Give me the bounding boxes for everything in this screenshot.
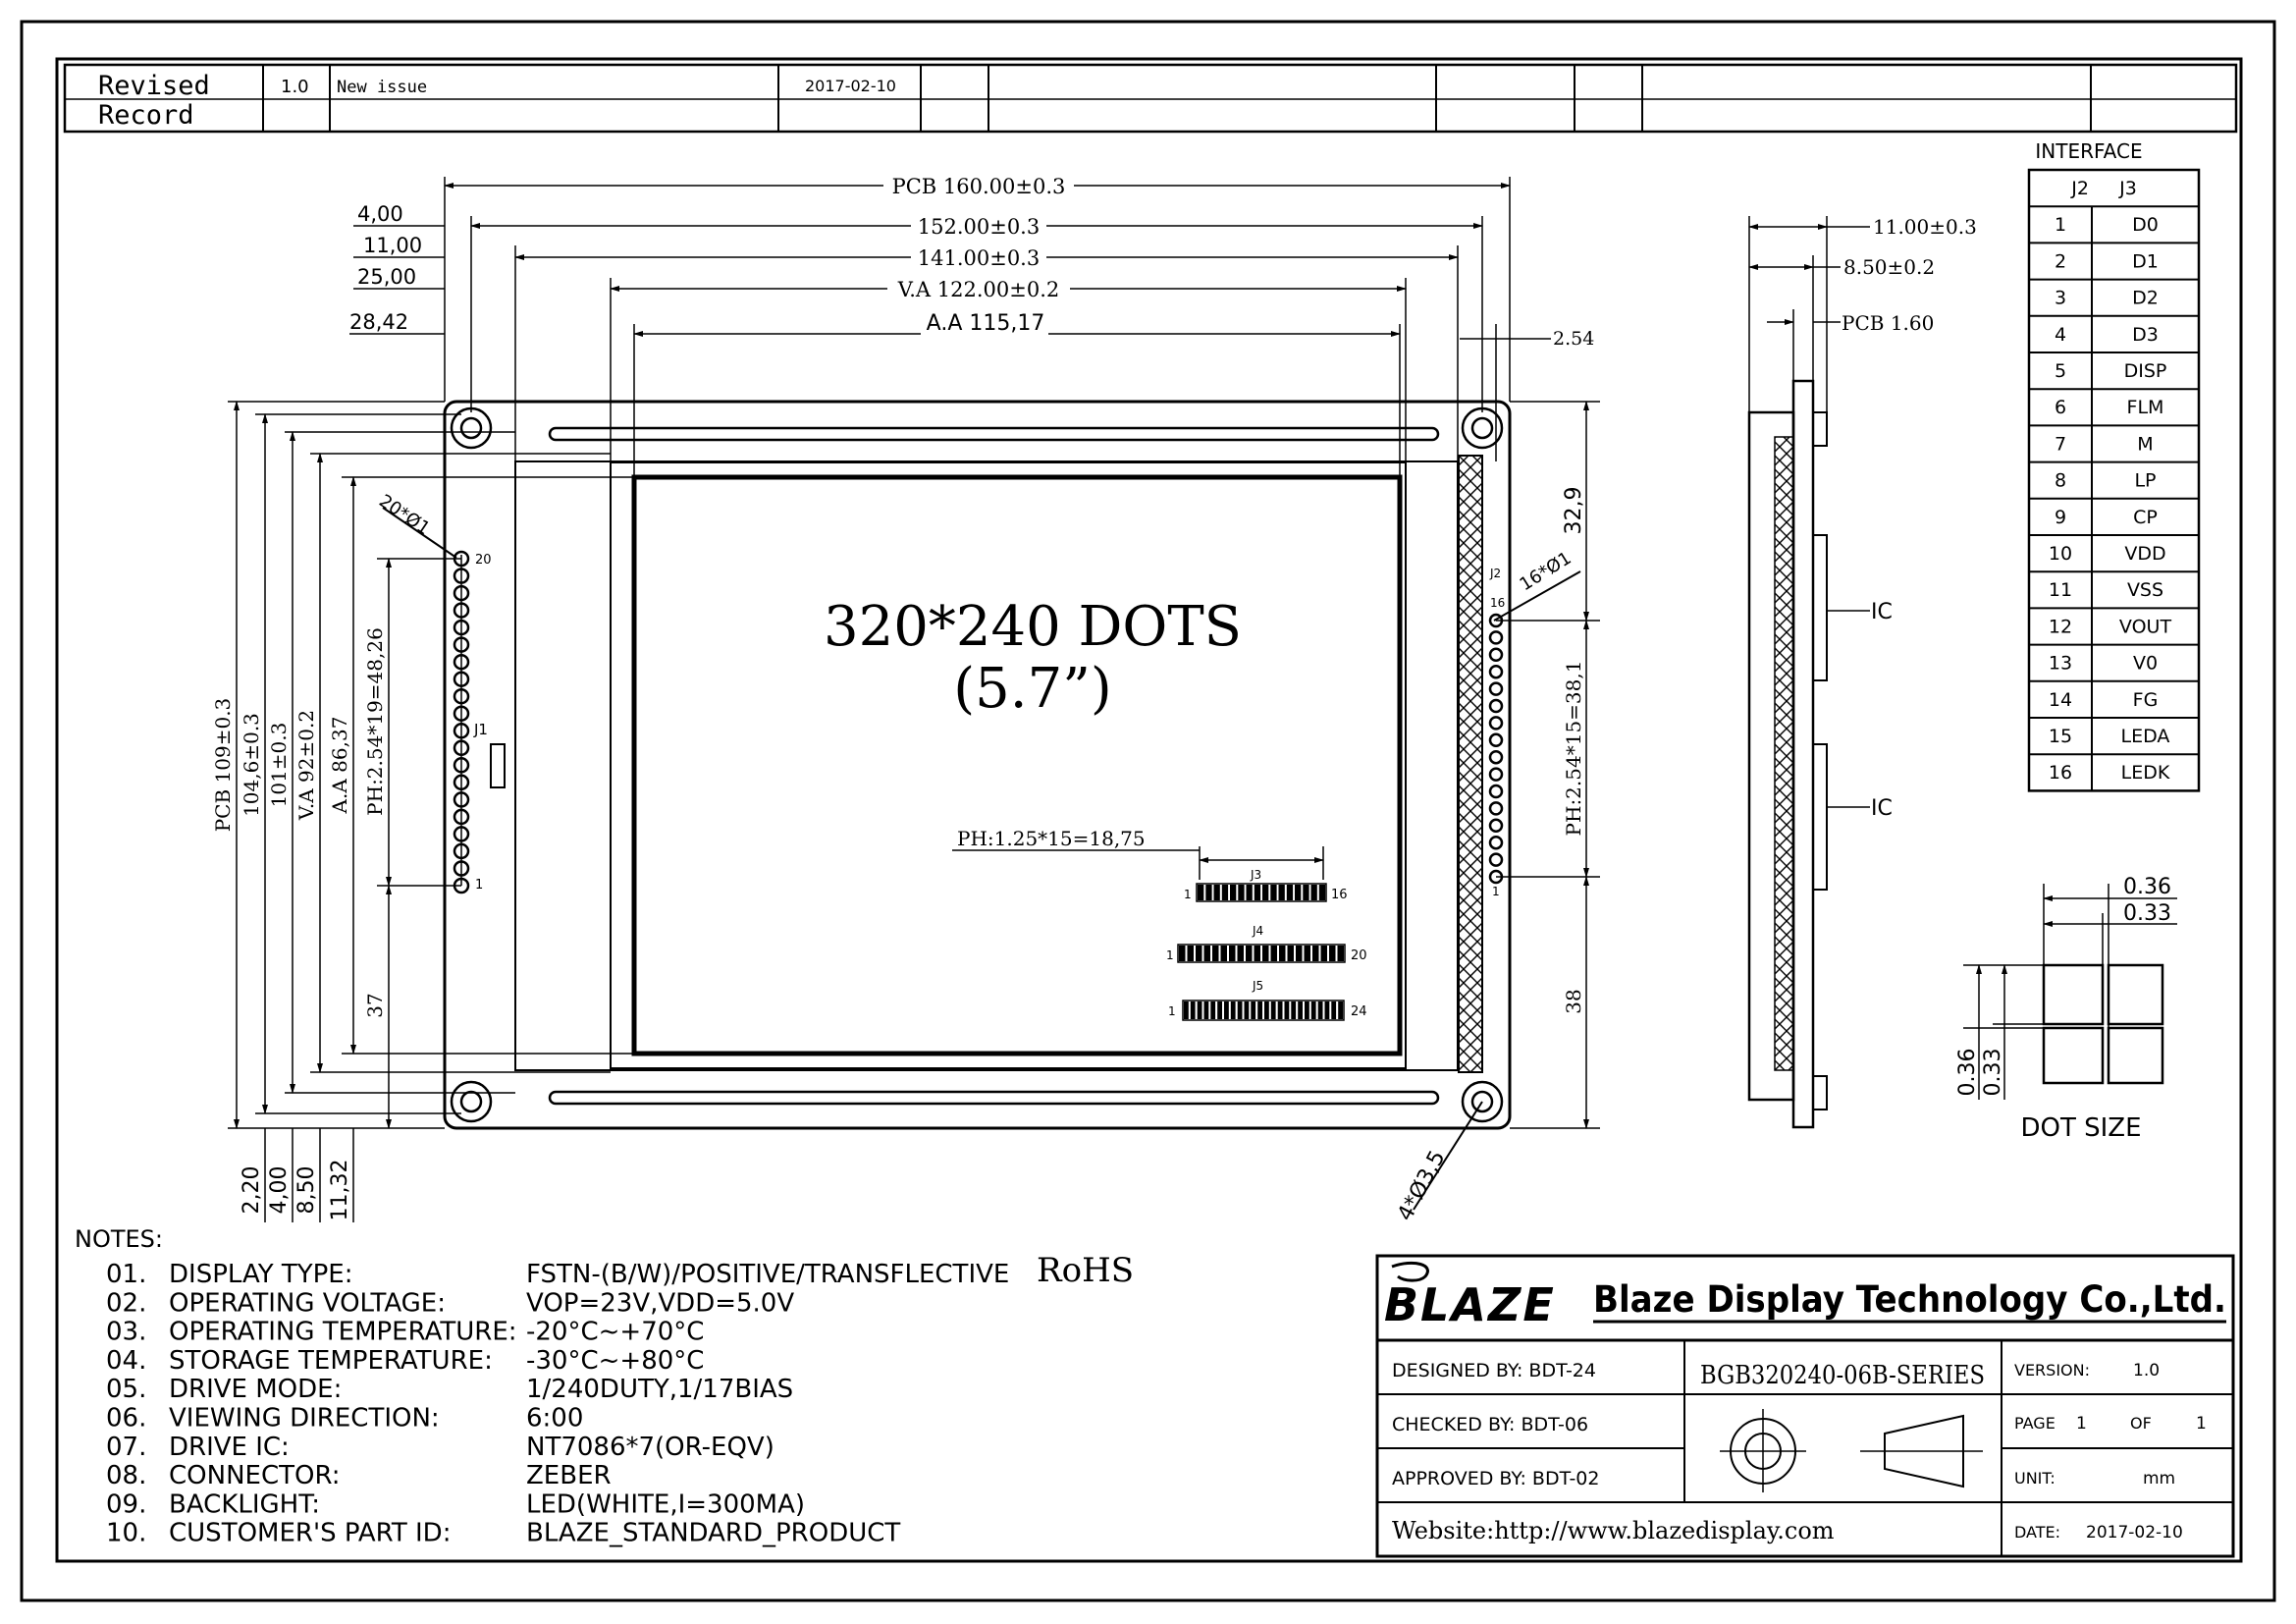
dim-right-top: 32,9	[1562, 486, 1586, 535]
version-label: VERSION:	[2014, 1361, 2090, 1380]
j3-pin	[1255, 885, 1260, 900]
dim-pin-gap: 2.54	[1553, 328, 1595, 350]
interface-pin-number: 15	[2048, 726, 2073, 747]
dim-right-bottom: 38	[1562, 989, 1585, 1014]
side-dim-pcb: PCB 1.60	[1842, 311, 1935, 335]
connector-j4	[1166, 924, 1367, 963]
j4-pin	[1229, 946, 1236, 961]
note-label: CUSTOMER'S PART ID:	[169, 1518, 452, 1548]
dim-offset-25: 25,00	[357, 265, 417, 289]
page-label: PAGE	[2014, 1414, 2056, 1433]
j5-pin	[1338, 1001, 1343, 1019]
j2-pin	[1490, 802, 1502, 814]
side-ic-1	[1813, 535, 1827, 680]
dim-aa-height: A.A 86,37	[328, 716, 351, 814]
interface-table	[2029, 139, 2199, 790]
j5-pin	[1204, 1001, 1209, 1019]
projection-symbol	[1720, 1409, 1983, 1492]
j4-pin	[1338, 946, 1345, 961]
j5-pin-first: 1	[1168, 1004, 1176, 1018]
company-name: Blaze Display Technology Co.,Ltd.	[1593, 1278, 2226, 1321]
j5-pin	[1251, 1001, 1255, 1019]
j3-pin	[1270, 885, 1276, 900]
j5-pin	[1245, 1001, 1250, 1019]
j4-pin	[1296, 946, 1303, 961]
j5-pin	[1271, 1001, 1276, 1019]
j4-pin	[1196, 946, 1202, 961]
interface-pin-number: 4	[2054, 323, 2067, 346]
screen-size-label: (5.7”)	[953, 657, 1112, 721]
interface-pin-signal: VDD	[2124, 543, 2166, 565]
note-value: -30°C~+80°C	[526, 1345, 705, 1376]
interface-pin-signal: FG	[2132, 688, 2159, 711]
approved-by: APPROVED BY: BDT-02	[1392, 1468, 1600, 1489]
dim-pcb-height: PCB 109±0.3	[211, 697, 235, 833]
side-view	[1749, 215, 1977, 1127]
interface-pin-number: 10	[2048, 543, 2073, 565]
j2-pin	[1490, 700, 1502, 712]
note-value: NT7086*7(OR-EQV)	[526, 1432, 774, 1462]
note-number: 05.	[106, 1375, 147, 1405]
interface-pin-signal: LEDK	[2120, 762, 2170, 785]
pcb-outline	[445, 402, 1510, 1128]
note-label: DRIVE IC:	[169, 1432, 290, 1462]
interface-pin-number: 12	[2048, 616, 2073, 638]
dot-height: 0.33	[1981, 1048, 2005, 1097]
dim-bezel-height: 101±0.3	[267, 722, 291, 808]
note-number: 02.	[106, 1288, 147, 1319]
dim-bottom-offset-1: 2,20	[240, 1165, 264, 1215]
j5-pin	[1184, 1001, 1189, 1019]
j2-pin	[1490, 683, 1502, 695]
j2-pin	[1490, 854, 1502, 866]
j4-pin	[1305, 946, 1311, 961]
dim-j1-pitch: PH:2.54*19=48,26	[363, 627, 387, 816]
version-value: 1.0	[2133, 1361, 2161, 1380]
dot-size-title: DOT SIZE	[2020, 1113, 2142, 1143]
note-number: 07.	[106, 1432, 147, 1462]
interface-pin-number: 7	[2054, 433, 2067, 456]
note-number: 08.	[106, 1461, 147, 1491]
j4-pin	[1255, 946, 1261, 961]
interface-pin-signal: D1	[2132, 250, 2159, 273]
note-number: 04.	[106, 1345, 147, 1376]
interface-pin-signal: VSS	[2126, 579, 2164, 602]
j2-pin	[1490, 734, 1502, 746]
j4-pin	[1221, 946, 1228, 961]
interface-pin-number: 5	[2054, 360, 2067, 382]
j2-pin	[1490, 649, 1502, 661]
j4-pin	[1188, 946, 1195, 961]
dim-offset-28: 28,42	[349, 310, 409, 334]
j4-pin	[1312, 946, 1319, 961]
note-label: VIEWING DIRECTION:	[169, 1403, 440, 1434]
j5-pin	[1285, 1001, 1290, 1019]
j3-pin	[1198, 885, 1203, 900]
interface-pin-signal: FLM	[2126, 397, 2164, 419]
dot-width: 0.33	[2123, 901, 2171, 926]
interface-pin-number: 2	[2054, 250, 2067, 273]
interface-pin-signal: VOUT	[2118, 616, 2172, 638]
mount-holes-label: 4*Ø3,5	[1393, 1146, 1451, 1225]
j3-pin	[1214, 885, 1220, 900]
of-label: OF	[2130, 1414, 2152, 1433]
note-label: STORAGE TEMPERATURE:	[169, 1345, 493, 1376]
note-label: DRIVE MODE:	[169, 1375, 343, 1405]
interface-pin-number: 1	[2054, 214, 2067, 237]
j3-pin	[1222, 885, 1228, 900]
front-view	[211, 173, 1600, 1225]
j2-pin	[1490, 820, 1502, 832]
j5-pin	[1238, 1001, 1243, 1019]
j4-pin	[1279, 946, 1286, 961]
j4-pin	[1288, 946, 1295, 961]
j2-pin	[1490, 769, 1502, 781]
j5-pin	[1318, 1001, 1323, 1019]
revision-table	[65, 65, 2236, 132]
dim-j1-offset: 37	[363, 993, 387, 1018]
note-value: FSTN-(B/W)/POSITIVE/TRANSFLECTIVE	[526, 1260, 1010, 1289]
interface-pin-number: 13	[2048, 652, 2073, 675]
dim-va-width: V.A 122.00±0.2	[897, 278, 1060, 301]
note-label: OPERATING TEMPERATURE:	[169, 1317, 517, 1347]
notes-title: NOTES:	[75, 1225, 163, 1253]
j5-pin	[1217, 1001, 1222, 1019]
j3-pin	[1247, 885, 1253, 900]
rohs-mark: RoHS	[1037, 1251, 1135, 1290]
note-value: ZEBER	[526, 1461, 612, 1491]
j5-pin	[1198, 1001, 1202, 1019]
interface-pin-number: 8	[2054, 469, 2067, 492]
j4-pin	[1238, 946, 1245, 961]
title-block	[1377, 1256, 2233, 1556]
j2-pin	[1490, 631, 1502, 643]
unit-value: mm	[2143, 1469, 2176, 1489]
dim-va-height: V.A 92±0.2	[294, 709, 318, 821]
j5-pin	[1291, 1001, 1296, 1019]
side-dim-module: 8.50±0.2	[1843, 255, 1936, 279]
dim-offset-4: 4,00	[357, 202, 403, 226]
revision-label-line2: Record	[98, 100, 194, 131]
pages-value: 1	[2196, 1414, 2207, 1434]
j5-pin	[1311, 1001, 1316, 1019]
note-value: -20°C~+70°C	[526, 1317, 705, 1347]
j4-pin	[1179, 946, 1186, 961]
side-ic-label-2: IC	[1871, 796, 1893, 821]
notes	[75, 1225, 1134, 1548]
j3-pin	[1262, 885, 1268, 900]
note-label: CONNECTOR:	[169, 1461, 341, 1491]
dot-height-pitch: 0.36	[1955, 1048, 1980, 1097]
interface-pin-number: 6	[2054, 397, 2067, 419]
checked-by: CHECKED BY: BDT-06	[1392, 1414, 1589, 1435]
side-pcb	[1793, 381, 1813, 1127]
note-value: VOP=23V,VDD=5.0V	[526, 1288, 795, 1319]
date-label: DATE:	[2014, 1523, 2061, 1542]
interface-pin-signal: D0	[2132, 214, 2159, 237]
note-number: 09.	[106, 1489, 147, 1520]
j5-pin	[1224, 1001, 1229, 1019]
j3-pin	[1279, 885, 1285, 900]
j3-pin	[1238, 885, 1244, 900]
dot-width-pitch: 0.36	[2123, 875, 2171, 899]
j4-label: J4	[1253, 924, 1264, 938]
connector-j5	[1168, 979, 1367, 1020]
bezel-slot-bottom	[550, 1092, 1438, 1104]
j1-label: J1	[474, 721, 488, 738]
dim-pcb-width: PCB 160.00±0.3	[891, 175, 1066, 198]
j3-pin-first: 1	[1184, 888, 1192, 901]
connector-pitch-label: PH:1.25*15=18,75	[957, 827, 1146, 850]
j2-pin-last: 16	[1490, 596, 1506, 610]
interface-pin-signal: DISP	[2123, 360, 2167, 382]
interface-pin-signal: LEDA	[2120, 726, 2170, 747]
note-value: 1/240DUTY,1/17BIAS	[526, 1375, 794, 1405]
active-area	[634, 477, 1400, 1054]
interface-pin-signal: D2	[2132, 287, 2159, 309]
j5-pin	[1191, 1001, 1196, 1019]
j4-pin	[1329, 946, 1336, 961]
j4-pin	[1271, 946, 1278, 961]
j2-pins	[1490, 615, 1502, 883]
j5-label: J5	[1253, 979, 1264, 993]
note-value: BLAZE_STANDARD_PRODUCT	[526, 1518, 901, 1548]
j5-pin-last: 24	[1351, 1004, 1367, 1019]
interface-pin-signal: CP	[2133, 506, 2158, 528]
j2-pin-first: 1	[1492, 885, 1500, 898]
note-number: 06.	[106, 1403, 147, 1434]
interface-header-j3: J3	[2119, 178, 2137, 199]
side-dim-total: 11.00±0.3	[1873, 215, 1977, 239]
dot-size-detail	[1955, 875, 2177, 1143]
interface-pin-number: 11	[2048, 579, 2073, 602]
dim-bottom-offset-2: 4,00	[267, 1165, 292, 1215]
interface-pin-signal: D3	[2132, 323, 2159, 346]
date-value: 2017-02-10	[2086, 1523, 2183, 1543]
j4-pin	[1212, 946, 1219, 961]
dim-hole-pitch-height: 104,6±0.3	[240, 713, 263, 817]
interface-pin-signal: V0	[2132, 652, 2159, 675]
dim-bezel-width: 141.00±0.3	[917, 246, 1041, 270]
revision-version: 1.0	[281, 77, 309, 97]
bezel-slot-top	[550, 428, 1438, 440]
note-value: 6:00	[526, 1403, 584, 1434]
interface-pin-number: 14	[2048, 688, 2073, 711]
j3-pin	[1311, 885, 1317, 900]
interface-pin-signal: M	[2137, 433, 2154, 456]
interface-pin-number: 3	[2054, 287, 2067, 309]
zebra-strip	[1459, 456, 1482, 1072]
interface-header-j2: J2	[2071, 178, 2089, 199]
revision-date: 2017-02-10	[805, 77, 896, 95]
viewing-area	[611, 462, 1406, 1068]
j4-pin-first: 1	[1166, 948, 1174, 962]
j2-pin	[1490, 751, 1502, 763]
j1-connector	[491, 744, 505, 787]
page-value: 1	[2076, 1414, 2087, 1434]
note-value: LED(WHITE,I=300MA)	[526, 1489, 806, 1520]
right-dimensions	[1496, 402, 1600, 1128]
dim-bottom-offset-3: 8,50	[294, 1165, 319, 1215]
unit-label: UNIT:	[2014, 1469, 2056, 1488]
j5-pin	[1305, 1001, 1309, 1019]
interface-pin-signal: LP	[2134, 469, 2157, 492]
j3-pin-last: 16	[1331, 888, 1348, 902]
j5-pin	[1257, 1001, 1262, 1019]
interface-pin-number: 16	[2048, 762, 2073, 785]
j1-holes-label: 20*Ø1	[375, 490, 434, 540]
logo-text: BLAZE	[1384, 1278, 1556, 1331]
j5-pin	[1210, 1001, 1215, 1019]
dim-bottom-offset-4: 11,32	[328, 1159, 352, 1221]
dim-right-pitch: PH:2.54*15=38,1	[1562, 660, 1585, 837]
note-number: 03.	[106, 1317, 147, 1347]
part-number: BGB320240-06B-SERIES	[1700, 1361, 1985, 1390]
j2-pin	[1490, 785, 1502, 797]
j3-pin	[1287, 885, 1293, 900]
j4-pin	[1246, 946, 1253, 961]
note-number: 01.	[106, 1260, 147, 1289]
dim-offset-11: 11,00	[363, 234, 423, 257]
note-label: DISPLAY TYPE:	[169, 1260, 353, 1289]
j3-pin	[1205, 885, 1211, 900]
j2-label: J2	[1490, 567, 1502, 580]
j4-pin-last: 20	[1351, 948, 1367, 963]
note-number: 10.	[106, 1518, 147, 1548]
side-ic-2	[1813, 744, 1827, 890]
j2-pin	[1490, 837, 1502, 848]
j3-pin	[1230, 885, 1236, 900]
note-label: BACKLIGHT:	[169, 1489, 321, 1520]
j5-pin	[1231, 1001, 1236, 1019]
j5-pin	[1325, 1001, 1330, 1019]
j1-pin-last: 20	[475, 553, 492, 568]
j5-pin	[1331, 1001, 1336, 1019]
bezel-outline	[515, 461, 1458, 1070]
j4-pin	[1204, 946, 1211, 961]
j3-pin	[1319, 885, 1325, 900]
j2-holes-label: 16*Ø1	[1516, 547, 1575, 596]
side-zebra	[1775, 437, 1793, 1070]
revision-description: New issue	[337, 78, 428, 97]
j2-pin	[1490, 717, 1502, 729]
j1-pin-first: 1	[475, 878, 484, 893]
j5-pin	[1278, 1001, 1283, 1019]
screen-resolution-label: 320*240 DOTS	[823, 595, 1243, 659]
j5-pin	[1264, 1001, 1269, 1019]
j3-pin	[1295, 885, 1301, 900]
j4-pin	[1262, 946, 1269, 961]
website: Website:http://www.blazedisplay.com	[1392, 1517, 1835, 1544]
revision-label-line1: Revised	[98, 71, 210, 101]
j4-pin	[1321, 946, 1328, 961]
dim-hole-pitch-width: 152.00±0.3	[917, 215, 1041, 239]
side-ic-label-1: IC	[1871, 600, 1893, 624]
interface-pin-number: 9	[2054, 506, 2067, 528]
j3-label: J3	[1251, 868, 1262, 882]
j5-pin	[1298, 1001, 1303, 1019]
designed-by: DESIGNED BY: BDT-24	[1392, 1360, 1596, 1381]
j3-pin	[1303, 885, 1308, 900]
dim-aa-width: A.A 115,17	[926, 311, 1045, 336]
note-label: OPERATING VOLTAGE:	[169, 1288, 446, 1319]
interface-title: INTERFACE	[2035, 139, 2143, 163]
j2-pin	[1490, 666, 1502, 677]
